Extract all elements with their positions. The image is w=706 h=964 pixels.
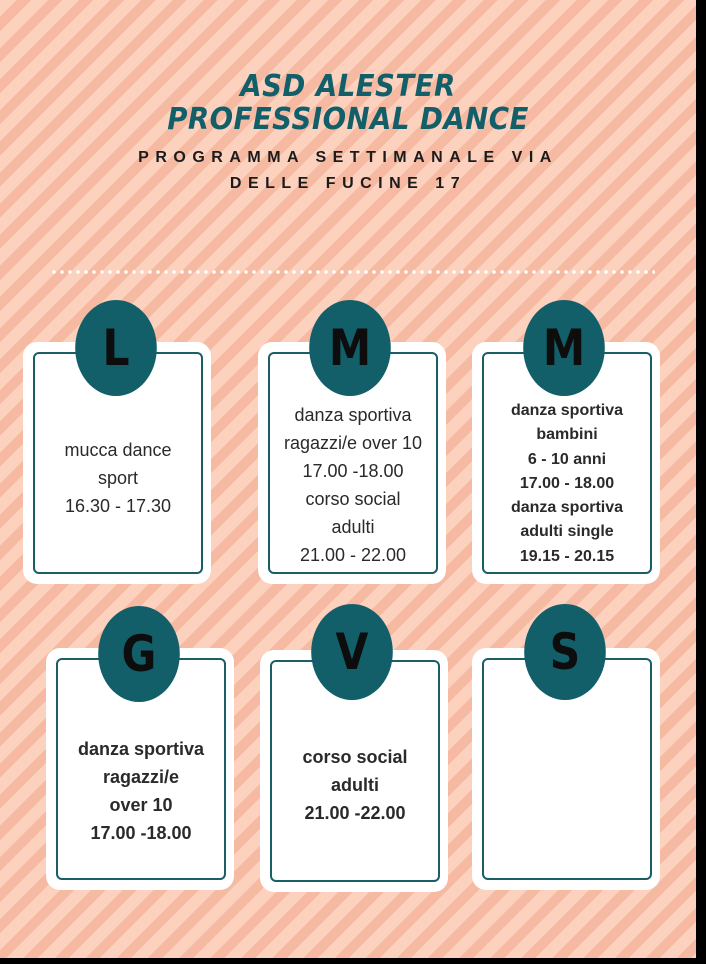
friday-line-1: corso social [302, 747, 408, 767]
friday-line-3: 21.00 -22.00 [304, 803, 406, 823]
tuesday-line-4: corso social [305, 489, 401, 509]
wednesday-line-4: 17.00 - 18.00 [519, 474, 615, 492]
dotted-divider [50, 270, 655, 274]
wednesday-line-7: 19.15 - 20.15 [519, 547, 615, 565]
wednesday-line-1: danza sportiva [510, 401, 624, 419]
wednesday-line-6: adulti single [520, 523, 614, 541]
monday-line-1: mucca dance [64, 440, 172, 460]
schedule-subtitle-line2: DELLE FUCINE 17 [229, 175, 467, 192]
day-letter-friday: V [311, 604, 393, 700]
tuesday-line-1: danza sportiva [294, 405, 412, 425]
friday-line-2: adulti [331, 775, 379, 795]
thursday-line-4: 17.00 -18.00 [90, 823, 192, 843]
club-title-line2: PROFESSIONAL DANCE [167, 102, 529, 137]
day-letter-thursday: G [98, 606, 180, 702]
schedule-subtitle-line1: PROGRAMMA SETTIMANALE VIA [138, 149, 558, 166]
thursday-line-3: over 10 [109, 795, 173, 815]
tuesday-line-3: 17.00 -18.00 [302, 461, 404, 481]
monday-line-3: 16.30 - 17.30 [64, 496, 172, 516]
wednesday-line-5: danza sportiva [510, 499, 624, 517]
day-letter-wednesday: M [523, 300, 605, 396]
thursday-line-2: ragazzi/e [102, 767, 180, 787]
wednesday-line-2: bambini [536, 426, 598, 444]
day-letter-monday: L [75, 300, 157, 396]
monday-line-2: sport [97, 468, 139, 488]
club-title-line1: ASD ALESTER [240, 69, 456, 104]
tuesday-line-2: ragazzi/e over 10 [283, 433, 423, 453]
tuesday-line-5: adulti [331, 517, 375, 537]
tuesday-line-6: 21.00 - 22.00 [299, 545, 407, 565]
wednesday-line-3: 6 - 10 anni [527, 450, 607, 468]
day-letter-tuesday: M [309, 300, 391, 396]
thursday-line-1: danza sportiva [77, 739, 205, 759]
day-letter-saturday: S [524, 604, 606, 700]
